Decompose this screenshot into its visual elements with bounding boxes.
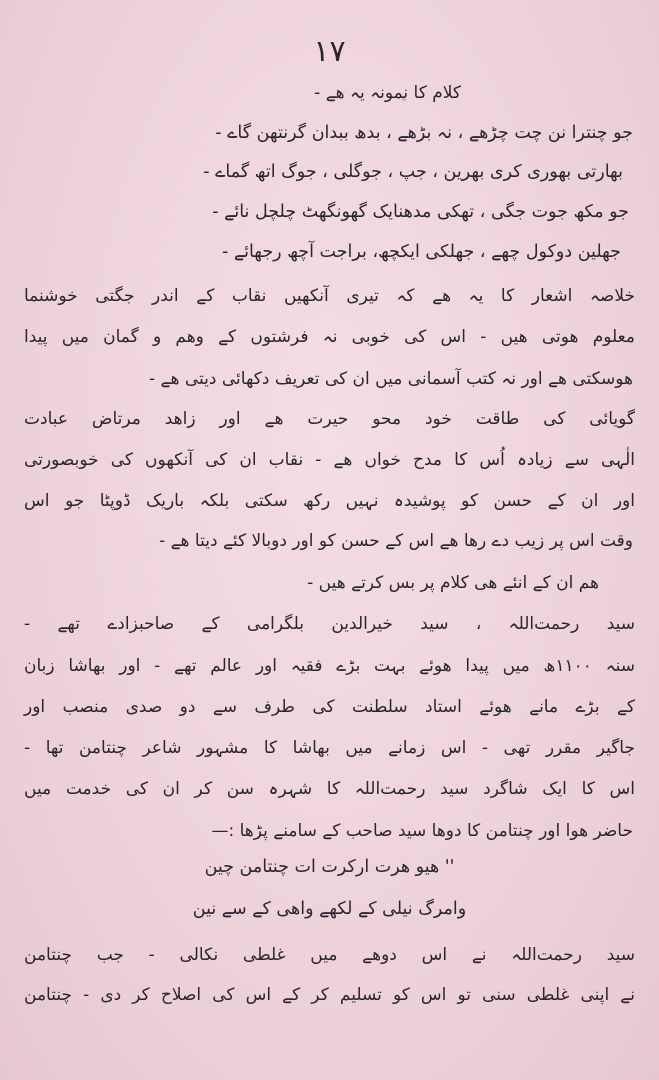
couplet-line-1: '' ھیو ھرت ارکرت ات چنتامن چین xyxy=(204,857,455,877)
paragraph-line: نے اپنی غلطی سنی تو اس کو تسلیم کر کے اس کی اصلاح کر دی - چنتامن xyxy=(24,985,635,1005)
paragraph-line: ھوسکتی ھے اور نہ کتب آسمانی میں ان کی تعریف دکھائی دیتی ھے - xyxy=(148,369,633,389)
paragraph-line: سید رحمت‌اللہ ، سید خیرالدین بلگرامی کے صاحبزادے تھے - xyxy=(24,614,635,634)
paragraph-line: سنہ ۱۱۰۰ھ میں پیدا ھوئے بہت بڑے فقیہ اور عالم تھے - اور بھاشا زبان xyxy=(24,656,635,676)
paragraph-line: سید رحمت‌اللہ نے اس دوھے میں غلطی نکالی - جب چنتامن xyxy=(24,945,635,965)
paragraph-line: کے بڑے مانے ھوئے استاد سلطنت کی طرف سے دو صدی منصب اور xyxy=(24,697,635,717)
page-number: ۱۷ xyxy=(313,34,346,69)
couplet-line-2: وامرگ نیلی کے لکھے واھی کے سے نین xyxy=(192,899,467,919)
verse-line-4: جھلین دوکول چھے ، جھلکی ایکچھ، براجت آچھ رجھائے - xyxy=(221,242,621,262)
paragraph-line: وقت اس پر زیب دے رھا ھے اس کے حسن کو اور دوبالا کئے دیتا ھے - xyxy=(159,531,633,551)
paragraph-line: ھم ان کے انئے ھی کلام پر بس کرتے ھیں - xyxy=(307,573,599,593)
paragraph-line: معلوم ھوتی ھیں - اس کی خوبی نہ فرشتوں کے وھم و گمان میں پیدا xyxy=(24,327,635,347)
verse-line-1: جو چنترا نن چت چڑھے ، نہ بڑھے ، بدھ ببدان گرنتھن گاے - xyxy=(215,123,633,143)
paragraph-line: الٰہی سے زیادہ اُس کا مدح خواں ھے - نقاب ان کی آنکھوں کی خوبصورتی xyxy=(24,450,635,470)
paragraph-line: اس کا ایک شاگرد سید رحمت‌اللہ کا شہرہ سن کر ان کی خدمت میں xyxy=(24,779,635,799)
verse-line-2: بھارتی بھوری کری بھرین ، جپ ، جوگلی ، جوگ اتھ گماے - xyxy=(203,162,623,182)
paragraph-line: حاضر ھوا اور چنتامن کا دوھا سید صاحب کے سامنے پڑھا :— xyxy=(211,821,633,841)
verse-line-3: جو مکھ جوت جگی ، تھکی مدھنایک گھونگھٹ چلچل نائے - xyxy=(212,202,629,222)
paragraph-line: اور ان کے حسن کو پوشیدہ نہیں رکھ سکتی بلکہ باریک ڈوپٹا جو اس xyxy=(24,491,635,511)
paragraph-line: خلاصہ اشعار کا یہ ھے کہ تیری آنکھیں نقاب کے اندر جگتی خوشنما xyxy=(24,286,635,306)
paragraph-line: گویائی کی طاقت خود محو حیرت ھے اور زاھد مرتاض عبادت xyxy=(24,409,635,429)
text-line-1: کلام کا نمونہ یہ ھے - xyxy=(314,83,461,103)
paragraph-line: جاگیر مقرر تھی - اس زمانے میں بھاشا کا مشہور شاعر چنتامن تھا - xyxy=(24,738,635,758)
